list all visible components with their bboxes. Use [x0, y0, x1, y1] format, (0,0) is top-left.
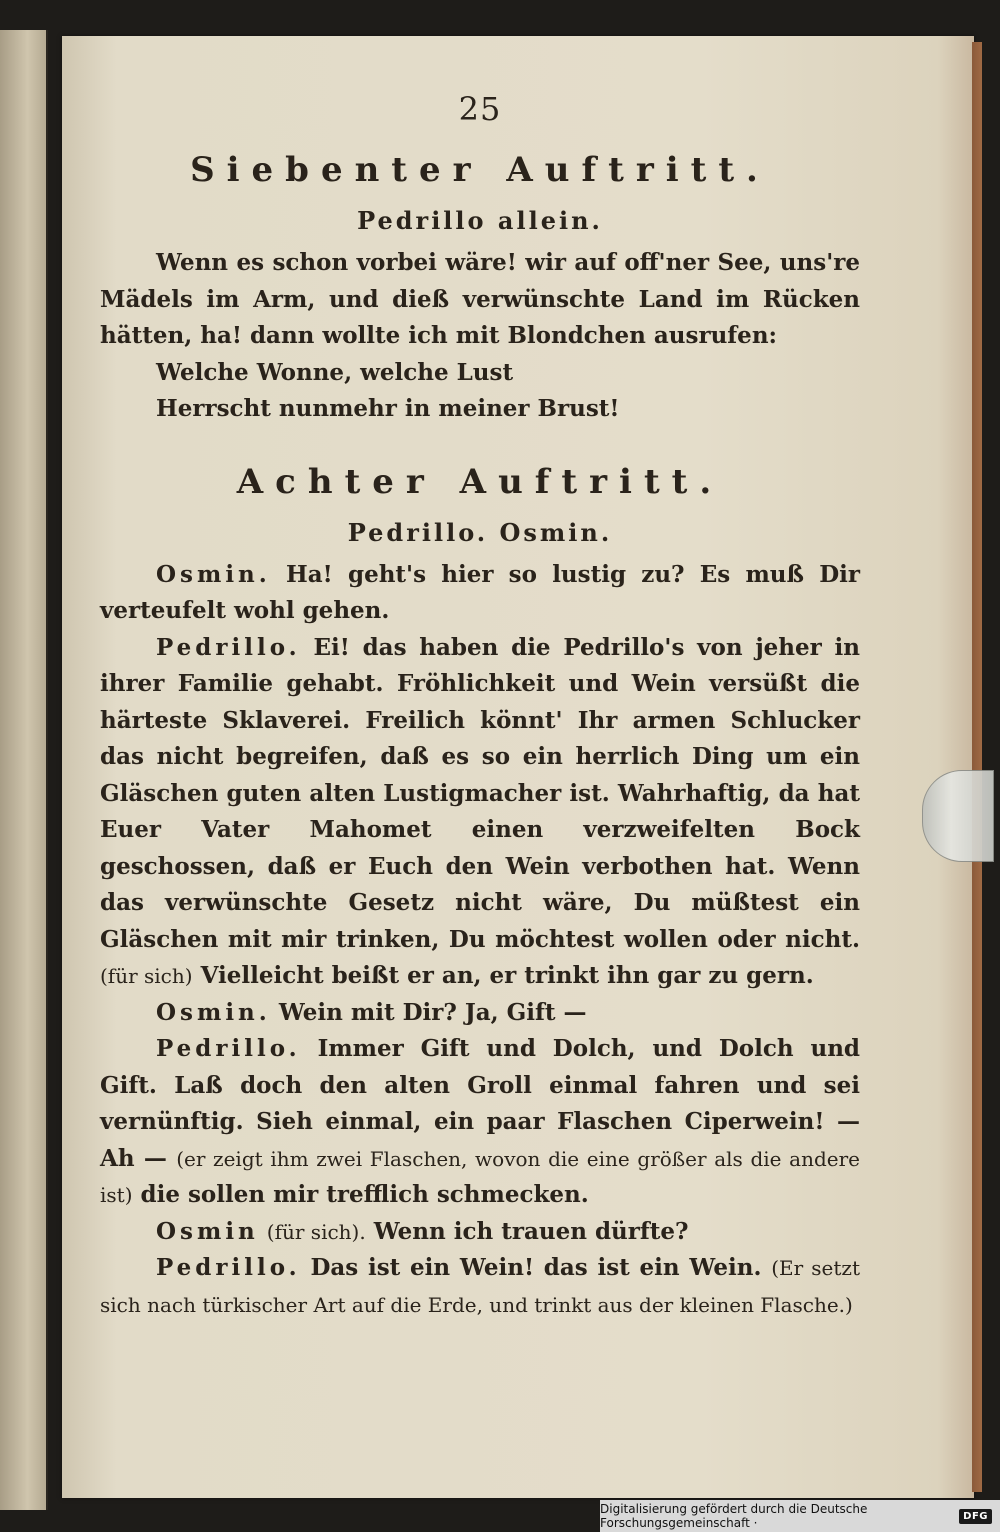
verse-line: Welche Wonne, welche Lust: [156, 358, 514, 386]
stage-direction: (für sich).: [266, 1219, 366, 1244]
dialogue-line: [100, 630, 860, 995]
dialogue-text: Ha! geht's hier so lustig zu? Es muß Dir verteufelt wohl gehen.: [100, 560, 861, 624]
dialogue-text: Das ist ein Wein! das ist ein Wein.: [310, 1254, 762, 1281]
page-turn-tab[interactable]: [922, 770, 994, 862]
page-content: [100, 60, 860, 1323]
dialogue-line: [100, 1031, 860, 1214]
stage-direction: (für sich): [100, 964, 193, 988]
speaker-name: Pedrillo.: [156, 633, 301, 661]
speaker-name: Pedrillo.: [156, 1035, 301, 1062]
dialogue-line: [100, 1214, 860, 1251]
credit-text: Digitalisierung gefördert durch die Deutsche Forschungsgemeinschaft ·: [600, 1502, 868, 1530]
speaker-name: Osmin.: [156, 998, 271, 1026]
stage-direction: (Er setzt sich nach türkischer Art auf die Erde, und trinkt aus der kleinen Flasche.): [100, 1256, 860, 1317]
dialogue-text: Wenn ich trauen dürfte?: [373, 1217, 689, 1245]
page-number: 25: [458, 90, 502, 128]
verse-line: Herrscht nunmehr in meiner Brust!: [156, 395, 620, 422]
dialogue-text: Immer Gift und Dolch, und Dolch und Gift. Laß doch den alten Groll einmal fahren und sei vernünftig. Sieh einmal, ein paar Flaschen Ciperwein! — Ah —: [100, 1035, 860, 1172]
speaker-name: Pedrillo.: [156, 1254, 301, 1281]
dialogue-line: [100, 557, 860, 630]
dfg-logo-icon: DFG: [959, 1509, 992, 1524]
speech-paragraph: Wenn es schon vorbei wäre! wir auf off'ner See, uns're Mädels im Arm, und dieß verwünschte Land im Rücken hätten, ha! dann wollte ich mit Blondchen ausrufen:: [100, 249, 860, 349]
speaker-name: Osmin: [156, 1217, 259, 1245]
scene-title-eight: Achter Auftritt.: [236, 461, 724, 502]
dialogue-text: Vielleicht beißt er an, er trinkt ihn gar zu gern.: [200, 962, 814, 989]
speaker-name: Osmin.: [156, 560, 271, 588]
scene-title-seven: Siebenter Auftritt.: [190, 150, 770, 190]
stage-direction: (er zeigt ihm zwei Flaschen, wovon die eine größer als die andere ist): [100, 1146, 860, 1207]
scene-persons-seven: Pedrillo allein.: [357, 206, 603, 235]
dialogue-text: Ei! das haben die Pedrillo's von jeher in ihrer Familie gehabt. Fröhlichkeit und Wein versüßt die härteste Sklaverei. Freilich könnt' Ihr armen Schlucker das nicht begreifen, daß es so ein herrlich Ding um ein Gläschen guten alten Lustigmacher ist. Wahrhaftig, da hat Euer Vater Mahomet einen verzweifelten Bock geschossen, daß er Euch den Wein verbothen hat. Wenn das verwünschte Gesetz nicht wäre, Du müßtest ein Gläschen mit mir trinken, Du möchtest wollen oder nicht.: [100, 633, 861, 953]
dialogue-text: Wein mit Dir? Ja, Gift —: [278, 998, 587, 1026]
previous-page-edge: [0, 30, 48, 1510]
digitization-credit-bar: [600, 1500, 1000, 1532]
scene-persons-eight: Pedrillo. Osmin.: [347, 517, 613, 547]
page-fore-edge: [972, 42, 982, 1492]
dialogue-line: [100, 1250, 860, 1323]
dialogue-line: [100, 995, 860, 1032]
dialogue-text: die sollen mir trefflich schmecken.: [140, 1181, 589, 1208]
